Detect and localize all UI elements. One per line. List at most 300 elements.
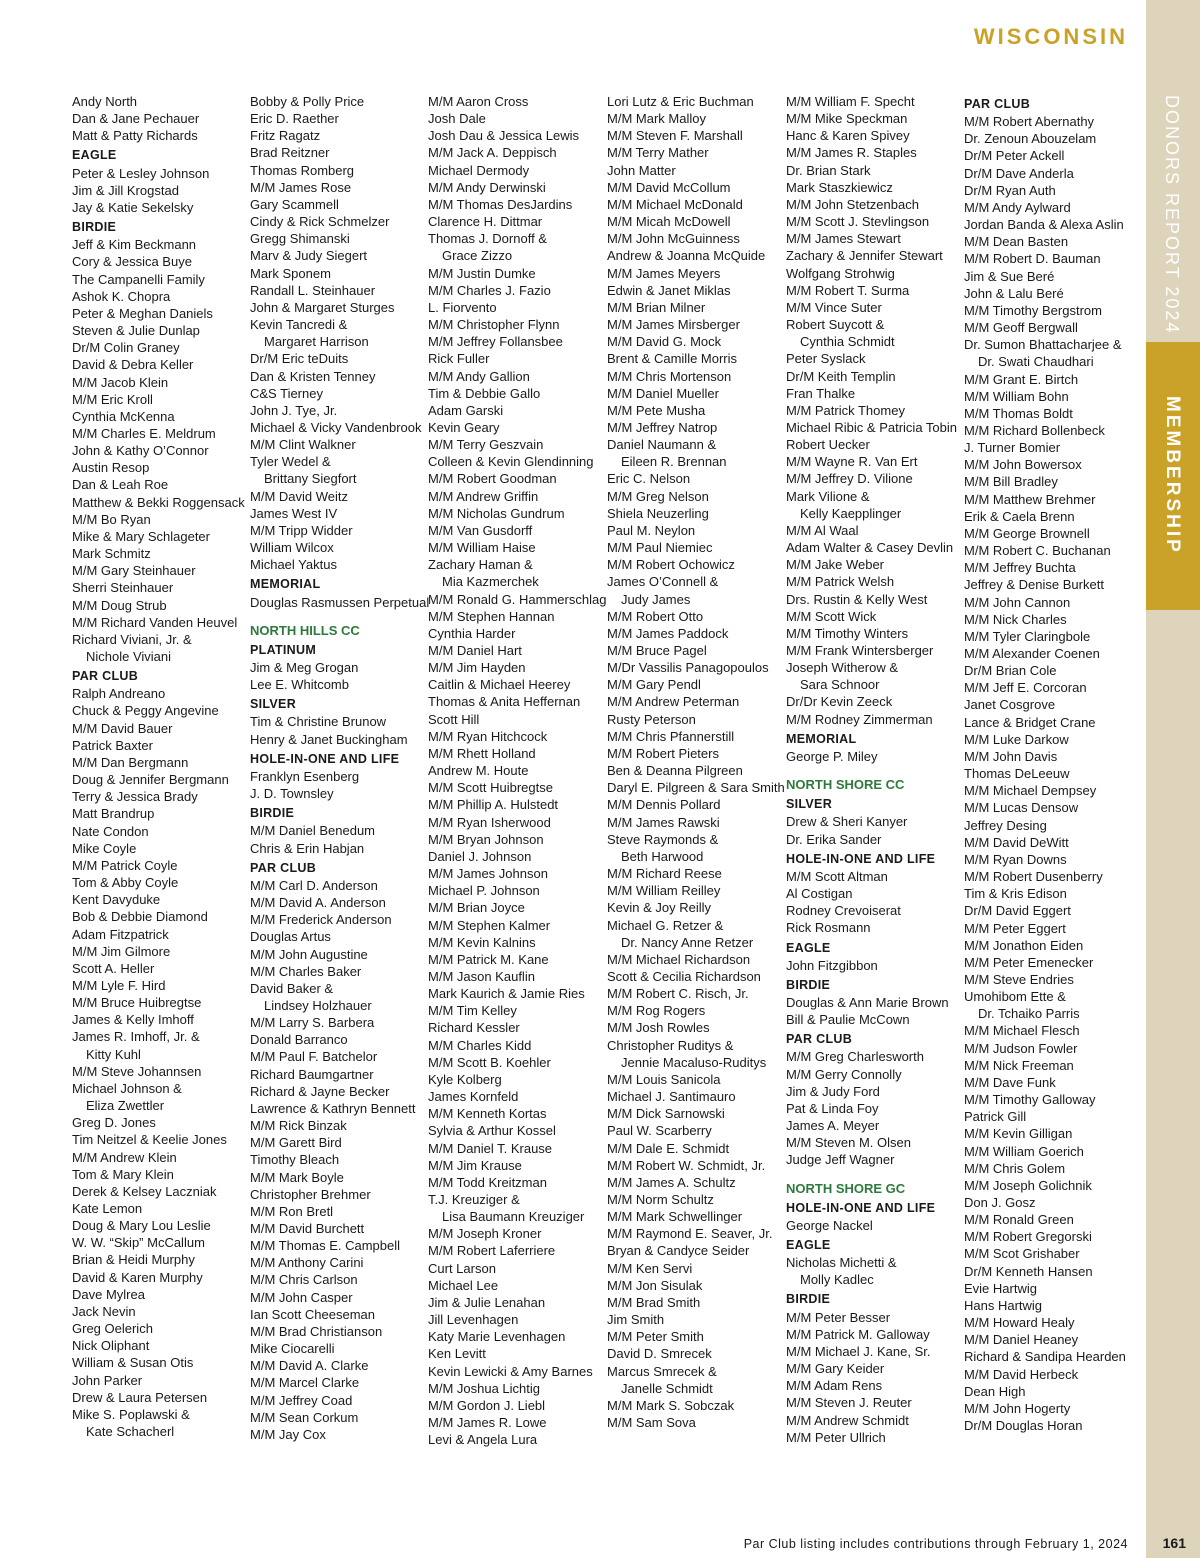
donor-name: Rusty Peterson — [607, 711, 696, 727]
giving-level-heading: BIRDIE — [72, 220, 117, 235]
donor-name: Chris & Erin Habjan — [250, 840, 365, 856]
donor-name: Jim & Jill Krogstad — [72, 182, 179, 198]
donor-name: M/M Chris Mortenson — [607, 368, 732, 384]
donor-name: Scott A. Heller — [72, 960, 155, 976]
donor-name: Mark Sponem — [250, 265, 331, 281]
donor-name: James A. Meyer — [786, 1118, 880, 1134]
donor-name: M/M Patrick Welsh — [786, 574, 895, 590]
donor-name: M/M John Davis — [964, 748, 1058, 764]
donor-name: Fran Thalke — [786, 385, 856, 401]
donor-name: M/M Raymond E. Seaver, Jr. — [607, 1226, 773, 1242]
donor-name: M/M Daniel Hart — [428, 643, 522, 658]
donor-name: Dr/M Brian Cole — [964, 663, 1057, 679]
donor-name: Thomas DeLeeuw — [964, 766, 1070, 782]
state-heading: WISCONSIN — [973, 24, 1128, 49]
donor-name: Henry & Janet Buckingham — [250, 731, 408, 747]
donor-name: M/M Micah McDowell — [607, 214, 731, 230]
giving-level-heading: PAR CLUB — [72, 669, 139, 684]
donor-name: M/M Gary Keider — [786, 1361, 885, 1377]
donor-name: M/M Stephen Hannan — [428, 608, 555, 624]
donor-name: Doug & Mary Lou Leslie — [72, 1218, 211, 1234]
donor-name: M/M Matthew Brehmer — [964, 491, 1096, 507]
donor-name: M/M William Haise — [428, 540, 536, 556]
donor-name: M/M Daniel T. Krause — [428, 1140, 553, 1156]
donor-name: M/M William Goerich — [964, 1143, 1084, 1159]
donor-name: Dan & Kristen Tenney — [250, 368, 376, 384]
giving-level-heading: HOLE-IN-ONE AND LIFE — [250, 751, 400, 766]
donor-name: Peter Syslack — [786, 351, 866, 367]
donor-name-continued: Jennie Macaluso-Ruditys — [621, 1054, 767, 1070]
donor-name: M/M Richard Reese — [607, 866, 722, 882]
donor-name: Drew & Sheri Kanyer — [786, 814, 908, 830]
donor-name: Tom & Abby Coyle — [72, 875, 179, 891]
donor-name: M/M Pete Musha — [607, 402, 706, 418]
donor-name: M/M Robert W. Schmidt, Jr. — [607, 1157, 766, 1173]
donor-name: Peter & Meghan Daniels — [72, 305, 213, 321]
donor-name: Andrew M. Houte — [428, 763, 529, 779]
donor-name-continued: Eileen R. Brennan — [621, 454, 727, 470]
donor-name: Zachary Haman & — [428, 557, 533, 573]
donor-name: M/M Chris Golem — [964, 1160, 1066, 1176]
donor-name: M/M Vince Suter — [786, 299, 882, 315]
donor-name: Dr/M Eric teDuits — [250, 351, 349, 367]
donor-name: M/M Daniel Heaney — [964, 1332, 1079, 1348]
donor-name: M/M Mike Speckman — [786, 111, 908, 127]
donor-name: M/M Jake Weber — [786, 557, 885, 573]
donor-name: M/M Tyler Claringbole — [964, 628, 1091, 644]
donor-name: M/M James Paddock — [607, 625, 729, 641]
donor-name: M/M Jim Hayden — [428, 660, 526, 676]
donor-name: T.J. Kreuziger & — [428, 1192, 520, 1207]
donor-name: Jeffrey Desing — [964, 817, 1047, 833]
donor-name: M/M Eric Kroll — [72, 391, 153, 407]
donor-name: M/M Greg Charlesworth — [786, 1049, 924, 1065]
donor-name: M/M Jim Gilmore — [72, 943, 171, 959]
donor-name-continued: Margaret Harrison — [264, 334, 369, 350]
donor-name: Erik & Caela Brenn — [964, 508, 1075, 524]
donor-name: M/M Garett Bird — [250, 1135, 342, 1151]
donor-name: M/M Charles E. Meldrum — [72, 425, 216, 441]
donor-name-continued: Molly Kadlec — [800, 1272, 874, 1288]
donor-name: M/M Patrick M. Kane — [428, 951, 549, 967]
donor-name: Rick Rosmann — [786, 920, 871, 936]
donor-name: Edwin & Janet Miklas — [607, 282, 731, 298]
donor-name: Jill Levenhagen — [428, 1312, 519, 1328]
donor-name: Dr/M David Eggert — [964, 903, 1071, 919]
donor-name: Kyle Kolberg — [428, 1071, 502, 1087]
donor-name: M/M Michael Dempsey — [964, 783, 1097, 799]
donor-name: M/M George Brownell — [964, 525, 1090, 541]
donor-name: John J. Tye, Jr. — [250, 402, 338, 418]
donor-name: M/M Alexander Coenen — [964, 646, 1100, 661]
donor-name: M/M Andy Aylward — [964, 199, 1071, 215]
donor-name: M/M Ryan Hitchcock — [428, 728, 548, 744]
donor-name: Donald Barranco — [250, 1032, 348, 1048]
donor-name: M/M Phillip A. Hulstedt — [428, 797, 559, 813]
donor-name: Greg Oelerich — [72, 1321, 153, 1337]
donor-name: M/M Robert Dusenberry — [964, 869, 1103, 885]
donor-name: Robert Uecker — [786, 437, 870, 453]
donor-name: M/M Michael McDonald — [607, 196, 743, 212]
donor-name: Scott Hill — [428, 711, 480, 727]
donor-name: Tyler Wedel & — [250, 454, 331, 470]
donor-name: Bob & Debbie Diamond — [72, 909, 208, 925]
donor-name: Douglas Artus — [250, 929, 331, 945]
donor-name-continued: Dr. Swati Chaudhari — [978, 354, 1094, 370]
donor-name: Dr/M Ryan Auth — [964, 182, 1056, 198]
donor-name: John Parker — [72, 1372, 143, 1388]
donor-name: M/M Robert Gregorski — [964, 1229, 1092, 1245]
donor-name: M/M Jeffrey Natrop — [607, 419, 718, 435]
donor-name: James & Kelly Imhoff — [72, 1012, 194, 1028]
donor-name: Dr/M Peter Ackell — [964, 148, 1065, 164]
donor-name: Douglas & Ann Marie Brown — [786, 994, 949, 1010]
donor-name: Zachary & Jennifer Stewart — [786, 248, 943, 264]
donor-name-continued: Nichole Viviani — [86, 649, 172, 664]
donor-name: M/M James A. Schultz — [607, 1174, 736, 1190]
donor-name: Sherri Steinhauer — [72, 580, 174, 596]
donor-name: M/M Joseph Kroner — [428, 1226, 542, 1242]
donor-name: Al Costigan — [786, 886, 853, 902]
donor-name-continued: Janelle Schmidt — [621, 1380, 713, 1396]
donor-name: M/M Ronald Green — [964, 1212, 1074, 1228]
donor-name-continued: Kate Schacherl — [86, 1424, 175, 1440]
donor-name: James R. Imhoff, Jr. & — [72, 1029, 200, 1045]
donor-name: Matthew & Bekki Roggensack — [72, 494, 245, 510]
donor-name: Michael & Vicky Vandenbrook — [250, 419, 422, 435]
donor-name: Evie Hartwig — [964, 1280, 1037, 1296]
donor-name: Andy North — [72, 94, 138, 109]
donor-name: Peter & Lesley Johnson — [72, 165, 210, 181]
donor-name: Ashok K. Chopra — [72, 288, 171, 304]
donor-name: M/M James R. Lowe — [428, 1415, 547, 1431]
donor-name: M/M David Herbeck — [964, 1366, 1079, 1382]
donor-name: M/M Mark Boyle — [250, 1169, 344, 1185]
donor-name: Kevin Geary — [428, 419, 500, 435]
donor-name: Patrick Gill — [964, 1109, 1027, 1125]
donor-name: David D. Smrecek — [607, 1346, 712, 1362]
donor-name: M/M Van Gusdorff — [428, 522, 533, 538]
club-heading: NORTH HILLS CC — [250, 622, 360, 638]
donor-name: Steven & Julie Dunlap — [72, 323, 200, 339]
donor-name: M/M Charles Baker — [250, 963, 362, 979]
donor-name-continued: Grace Zizzo — [442, 248, 513, 264]
donor-name: M/M Wayne R. Van Ert — [786, 454, 918, 470]
donor-name: M/M Paul Niemiec — [607, 540, 713, 556]
donor-name: Lawrence & Kathryn Bennett — [250, 1100, 416, 1116]
donor-name: Dean High — [964, 1383, 1026, 1399]
donor-name: M/M Gary Pendl — [607, 677, 701, 693]
donor-name: M/M Jonathon Eiden — [964, 937, 1084, 953]
donor-name: M/M John Bowersox — [964, 457, 1082, 473]
donor-name: M/M John Augustine — [250, 946, 368, 962]
giving-level-heading: HOLE-IN-ONE AND LIFE — [786, 1200, 936, 1215]
donor-name: Tim & Christine Brunow — [250, 714, 387, 730]
donor-name: M/M Scott J. Stevlingson — [786, 214, 930, 230]
donor-name: Michael G. Retzer & — [607, 917, 724, 933]
donor-name: M/M Frederick Anderson — [250, 912, 392, 928]
giving-level-heading: BIRDIE — [786, 977, 831, 992]
donor-name: The Campanelli Family — [72, 271, 205, 287]
donor-name: W. W. “Skip” McCallum — [72, 1235, 205, 1251]
donor-name: M/M Andy Gallion — [428, 368, 530, 384]
donor-name: M/M Ronald G. Hammerschlag — [428, 591, 607, 607]
donor-name: James O’Connell & — [607, 574, 719, 590]
donor-name: Drs. Rustin & Kelly West — [786, 591, 928, 607]
donor-name: James West IV — [250, 505, 338, 521]
giving-level-heading: PAR CLUB — [964, 97, 1031, 111]
donor-name: M/M Bill Bradley — [964, 474, 1058, 490]
donor-name: M/M Luke Darkow — [964, 731, 1069, 747]
donor-name: Nicholas Michetti & — [786, 1255, 897, 1271]
donor-name: M/M Steven M. Olsen — [786, 1135, 911, 1151]
donor-name: M/M David A. Clarke — [250, 1358, 369, 1374]
donor-name: Gary Scammell — [250, 196, 339, 212]
donor-name: M/M Timothy Galloway — [964, 1092, 1096, 1108]
donor-name: M/M Christopher Flynn — [428, 317, 560, 333]
donor-name: Nate Condon — [72, 823, 149, 839]
donor-name: M/M Thomas Boldt — [964, 405, 1073, 421]
donor-name: M/M Ron Bretl — [250, 1203, 334, 1219]
donor-column — [786, 93, 961, 1446]
donor-name: George Nackel — [786, 1217, 873, 1233]
donor-name: M/M Thomas DesJardins — [428, 196, 573, 212]
donor-name: M/M Charles J. Fazio — [428, 282, 551, 298]
donor-name: Caitlin & Michael Heerey — [428, 677, 571, 693]
donor-name: Michael Yaktus — [250, 557, 337, 573]
donor-name: M/M Michael J. Kane, Sr. — [786, 1343, 931, 1359]
donor-name: Michael J. Santimauro — [607, 1089, 736, 1105]
donor-name: John Matter — [607, 162, 676, 178]
giving-level-heading: PAR CLUB — [250, 860, 317, 875]
donor-name: Michael Ribic & Patricia Tobin — [786, 419, 957, 435]
giving-level-heading: BIRDIE — [786, 1292, 831, 1307]
donor-name: M/M Scot Grishaber — [964, 1246, 1080, 1262]
donor-name: M/M Gary Steinhauer — [72, 563, 196, 579]
donor-name: M/M Kenneth Kortas — [428, 1106, 547, 1122]
donor-name: Douglas Rasmussen Perpetual — [250, 594, 430, 610]
donor-name: M/M Charles Kidd — [428, 1037, 532, 1053]
donor-name: Thomas & Anita Heffernan — [428, 694, 581, 710]
donor-name: Richard & Jayne Becker — [250, 1083, 390, 1099]
donor-name: M/M Nick Freeman — [964, 1057, 1074, 1073]
giving-level-heading: MEMORIAL — [786, 731, 857, 746]
donor-name: Scott & Cecilia Richardson — [607, 968, 761, 984]
donor-name: M/M Jay Cox — [250, 1426, 326, 1442]
donor-name: Mike Ciocarelli — [250, 1341, 335, 1357]
donor-name: M/M Louis Sanicola — [607, 1071, 721, 1087]
donor-name: M/M John Casper — [250, 1289, 353, 1305]
donor-name: Adam Walter & Casey Devlin — [786, 540, 954, 556]
donor-name: M/M Steven J. Reuter — [786, 1395, 912, 1411]
donor-name: M/M Greg Nelson — [607, 488, 709, 504]
giving-level-heading: PLATINUM — [250, 642, 317, 657]
page-number: 161 — [1162, 1535, 1186, 1551]
donor-name: Mark Vilione & — [786, 488, 870, 504]
donor-name: Dr/M Colin Graney — [72, 340, 180, 356]
donor-name: M/M Steve Johannsen — [72, 1063, 202, 1079]
donor-name: M/M Jon Sisulak — [607, 1277, 703, 1293]
donor-name: M/M Justin Dumke — [428, 265, 536, 281]
donor-name: M/M Richard Bollenbeck — [964, 422, 1105, 438]
donor-name: M/M James Mirsberger — [607, 317, 740, 333]
donor-name: David & Karen Murphy — [72, 1269, 203, 1285]
donor-name: M/M Sam Sova — [607, 1415, 696, 1431]
donor-name: Christopher Ruditys & — [607, 1037, 734, 1053]
donor-name: Richard & Sandipa Hearden — [964, 1349, 1126, 1365]
donor-name: Kevin Tancredi & — [250, 317, 348, 333]
donor-name: Patrick Baxter — [72, 737, 153, 753]
donor-name: Umohibom Ette & — [964, 989, 1066, 1005]
club-heading: NORTH SHORE GC — [786, 1180, 906, 1196]
donor-name: Cindy & Rick Schmelzer — [250, 214, 390, 230]
donor-name: Terry & Jessica Brady — [72, 789, 198, 805]
report-tab — [1146, 95, 1200, 335]
donor-name: M/M Timothy Winters — [786, 625, 909, 641]
donor-name: Mark Schmitz — [72, 546, 151, 562]
donor-name: M/M Dean Basten — [964, 234, 1069, 250]
donor-name: M/M Terry Geszvain — [428, 437, 544, 453]
donor-name: William & Susan Otis — [72, 1355, 194, 1371]
donor-name: M/M Scott Altman — [786, 868, 888, 884]
donor-name: Paul W. Scarberry — [607, 1123, 712, 1139]
donor-name: Daniel Naumann & — [607, 437, 717, 453]
donor-name: Randall L. Steinhauer — [250, 282, 376, 298]
donor-name: Bryan & Candyce Seider — [607, 1243, 750, 1259]
donor-name: M/M Paul F. Batchelor — [250, 1049, 378, 1065]
donor-name: James Kornfeld — [428, 1089, 519, 1105]
giving-level-heading: PAR CLUB — [786, 1032, 853, 1047]
donor-name: M/M Robert C. Risch, Jr. — [607, 986, 749, 1002]
donor-name: M/M David Burchett — [250, 1221, 365, 1236]
donor-column — [607, 93, 785, 1431]
donor-name: Tim & Debbie Gallo — [428, 385, 541, 401]
giving-level-heading: MEMORIAL — [250, 577, 321, 592]
donor-name: Richard Kessler — [428, 1020, 520, 1036]
donor-name: Brian & Heidi Murphy — [72, 1252, 195, 1268]
donor-name: Cynthia McKenna — [72, 408, 175, 424]
donor-name-continued: Mia Kazmerchek — [442, 574, 539, 590]
donor-name: M/M Chris Pfannerstill — [607, 728, 735, 744]
donor-name: M/M Kevin Gilligan — [964, 1126, 1073, 1142]
donor-name: M/M Robert Pieters — [607, 745, 719, 761]
donor-name: Richard Baumgartner — [250, 1066, 374, 1082]
donor-name: M/M Ryan Downs — [964, 851, 1067, 867]
donor-name-continued: Dr. Tchaiko Parris — [978, 1006, 1080, 1022]
donor-name: M/M Ryan Isherwood — [428, 814, 551, 830]
donor-name: M/Dr Vassilis Panagopoulos — [607, 660, 769, 676]
donor-name: Dr/M Dave Anderla — [964, 165, 1074, 181]
donor-name: M/M Rick Binzak — [250, 1118, 347, 1134]
donor-name: M/M William Reilley — [607, 883, 721, 899]
donor-name: M/M Bruce Pagel — [607, 643, 707, 658]
donor-name: M/M Daniel Benedum — [250, 823, 375, 839]
donor-name: Lance & Bridget Crane — [964, 714, 1096, 730]
donor-name: Mike & Mary Schlageter — [72, 528, 210, 544]
donor-name: Tim Neitzel & Keelie Jones — [72, 1132, 227, 1148]
donor-name: M/M James R. Staples — [786, 145, 917, 161]
donor-name: M/M William Bohn — [964, 388, 1069, 404]
donor-name: M/M David A. Anderson — [250, 895, 386, 911]
donor-name: M/M David G. Mock — [607, 334, 722, 350]
donor-name: M/M James Meyers — [607, 265, 721, 281]
donor-name: M/M Peter Besser — [786, 1309, 891, 1325]
donor-name: M/M Marcel Clarke — [250, 1375, 360, 1391]
donor-name: M/M Dick Sarnowski — [607, 1106, 725, 1122]
donor-name: Jim Smith — [607, 1312, 665, 1328]
donor-name: M/M Jeffrey Follansbee — [428, 334, 563, 350]
donor-name: Franklyn Esenberg — [250, 768, 360, 784]
donor-name: Andrew & Joanna McQuide — [607, 248, 766, 264]
giving-level-heading: EAGLE — [72, 148, 117, 163]
donor-name: M/M Tim Kelley — [428, 1003, 517, 1019]
donor-name: M/M Peter Ullrich — [786, 1429, 886, 1445]
donor-name: Austin Resop — [72, 460, 150, 476]
donor-name: Rick Fuller — [428, 351, 490, 367]
donor-name: Dr/M Keith Templin — [786, 368, 896, 384]
donor-name: Michael P. Johnson — [428, 883, 540, 899]
donor-name: M/M Peter Smith — [607, 1329, 704, 1345]
donor-name: Ralph Andreano — [72, 686, 166, 702]
donor-name: Judge Jeff Wagner — [786, 1152, 895, 1168]
donor-name: M/M Mark Malloy — [607, 111, 706, 127]
donor-name: M/M Robert C. Buchanan — [964, 543, 1111, 559]
donor-name-continued: Judy James — [621, 591, 691, 607]
giving-level-heading: BIRDIE — [250, 806, 295, 821]
donor-name: Wolfgang Strohwig — [786, 265, 895, 281]
donor-name: Jordan Banda & Alexa Aslin — [964, 217, 1124, 233]
donor-name: Dr/M Kenneth Hansen — [964, 1263, 1093, 1279]
donor-name: M/M Todd Kreitzman — [428, 1174, 547, 1190]
donor-name: M/M Robert D. Bauman — [964, 251, 1101, 267]
donor-name: M/M Jeffrey Coad — [250, 1392, 353, 1408]
donor-name: Chuck & Peggy Angevine — [72, 703, 219, 719]
donor-name: M/M Carl D. Anderson — [250, 877, 378, 893]
donor-name: Clarence H. Dittmar — [428, 214, 543, 230]
donor-name: Tim & Kris Edison — [964, 886, 1067, 902]
donor-name: William Wilcox — [250, 540, 334, 556]
donor-name: M/M David Weitz — [250, 488, 348, 504]
donor-name: M/M Robert Ochowicz — [607, 557, 735, 573]
donor-name: M/M David DeWitt — [964, 834, 1069, 850]
donor-name: Eric D. Raether — [250, 111, 339, 127]
donor-name: Matt & Patty Richards — [72, 128, 198, 144]
donor-name: M/M Andrew Schmidt — [786, 1412, 909, 1428]
donor-name: M/M Peter Eggert — [964, 920, 1066, 936]
donor-name: John & Lalu Beré — [964, 285, 1064, 301]
donor-name: M/M Dennis Pollard — [607, 797, 721, 813]
par-club-footnote: Par Club listing includes contributions through February 1, 2024 — [743, 1537, 1128, 1551]
donor-name: Sylvia & Arthur Kossel — [428, 1123, 556, 1139]
donor-name: Dave Mylrea — [72, 1286, 145, 1302]
donor-name: Timothy Bleach — [250, 1152, 340, 1168]
donor-name: L. Fiorvento — [428, 299, 497, 315]
donor-name: Hans Hartwig — [964, 1297, 1043, 1313]
donor-name: John Fitzgibbon — [786, 957, 878, 973]
donor-column — [72, 93, 247, 1440]
donor-name: Mike Coyle — [72, 840, 137, 856]
donor-name: M/M John Stetzenbach — [786, 196, 919, 212]
donor-name: M/M Brian Milner — [607, 299, 706, 315]
donor-name: M/M Scott Huibregtse — [428, 780, 553, 796]
donor-name: M/M Tripp Widder — [250, 522, 353, 538]
donor-name: Kevin Lewicki & Amy Barnes — [428, 1363, 593, 1379]
donor-name: M/M Joshua Lichtig — [428, 1380, 540, 1396]
donor-name-continued: Cynthia Schmidt — [800, 334, 895, 350]
donor-name: Curt Larson — [428, 1260, 496, 1276]
donor-name: Jim & Sue Beré — [964, 268, 1055, 284]
donor-name: Christopher Brehmer — [250, 1186, 371, 1202]
